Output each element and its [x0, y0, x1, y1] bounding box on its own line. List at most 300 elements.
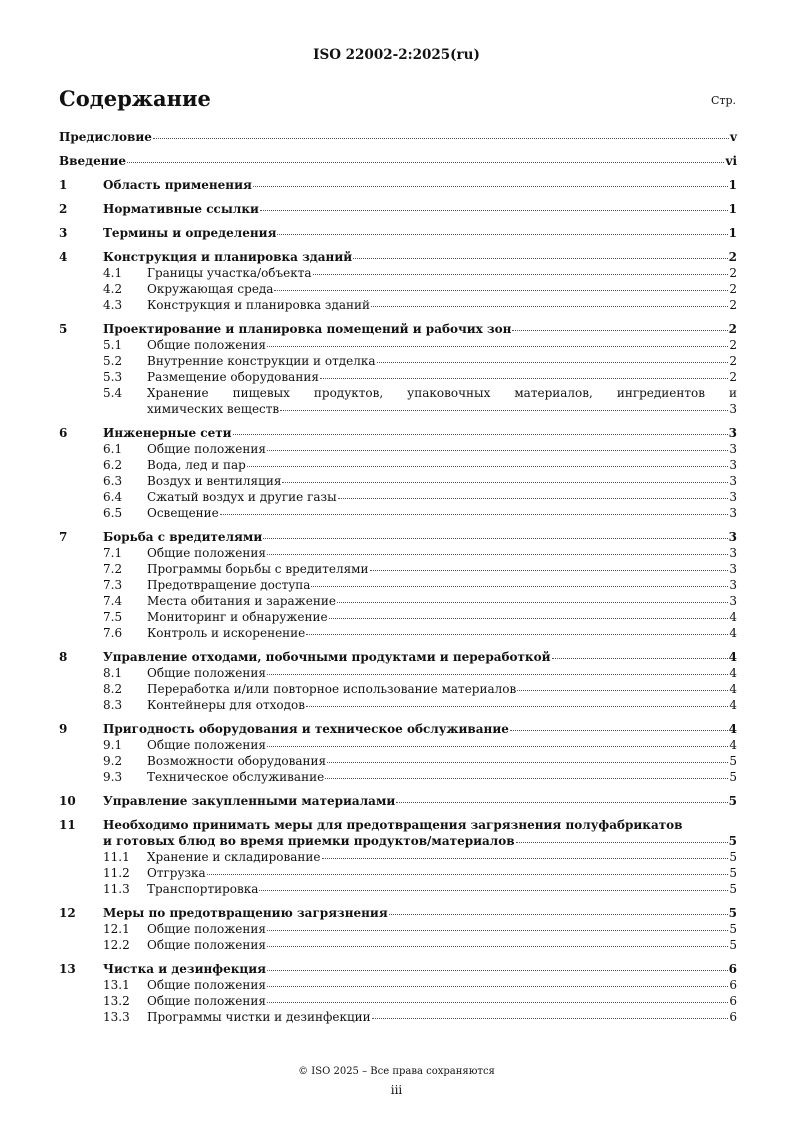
toc-dot-leader — [306, 633, 728, 635]
toc-entry-number: 7.4 — [103, 594, 123, 608]
toc-entry-body — [59, 129, 737, 145]
toc-entry-body — [147, 625, 737, 641]
toc-dot-leader — [280, 409, 728, 411]
toc-chapter-entry[interactable] — [59, 225, 737, 241]
toc-section-entry[interactable] — [59, 937, 737, 953]
toc-entry-body — [147, 281, 737, 297]
toc-dot-leader — [372, 1017, 729, 1019]
toc-entry-title: Программы чистки и дезинфекции — [147, 1010, 371, 1024]
toc-dot-leader — [277, 233, 727, 235]
toc-entry-title: Общие положения — [147, 666, 266, 680]
toc-entry-number: 7.3 — [103, 578, 123, 592]
toc-entry-number: 13.1 — [103, 978, 130, 992]
toc-entry-page: 3 — [729, 474, 737, 488]
toc-entry-page: 5 — [729, 850, 737, 864]
toc-entry-title: Чистка и дезинфекция — [103, 962, 267, 976]
toc-section-entry[interactable] — [59, 369, 737, 385]
toc-chapter-group — [0, 321, 793, 417]
toc-entry-title: Общие положения — [147, 978, 266, 992]
toc-section-entry[interactable] — [59, 457, 737, 473]
toc-dot-leader — [327, 761, 728, 763]
toc-entry-title: Техническое обслуживание — [147, 770, 325, 784]
toc-dot-leader — [220, 513, 729, 515]
toc-entry-number: 8.3 — [103, 698, 123, 712]
toc-dot-leader — [371, 305, 728, 307]
toc-entry-title: Инженерные сети — [103, 426, 232, 440]
toc-dot-leader — [267, 985, 728, 987]
toc-entry-page: 5 — [729, 754, 737, 768]
toc-entry-number: 7 — [59, 530, 68, 544]
toc-entry-page: 4 — [729, 698, 737, 712]
toc-entry-number: 5 — [59, 322, 68, 336]
toc-section-entry[interactable] — [59, 609, 737, 625]
toc-entry-title: Транспортировка — [147, 882, 259, 896]
toc-entry-title: Меры по предотвращению загрязнения — [103, 906, 388, 920]
toc-dot-leader — [320, 377, 728, 379]
toc-entry-title: Контейнеры для отходов — [147, 698, 306, 712]
toc-section-entry[interactable] — [59, 665, 737, 681]
toc-entry-number: 4 — [59, 250, 68, 264]
toc-dot-leader — [267, 553, 728, 555]
toc-entry-body — [103, 249, 737, 265]
toc-chapter-group — [0, 529, 793, 641]
toc-entry-page: 6 — [729, 1010, 737, 1024]
toc-entry-title: Общие положения — [147, 994, 266, 1008]
toc-dot-leader — [267, 1001, 728, 1003]
toc-chapter-group — [0, 225, 793, 241]
toc-entry-number: 6 — [59, 426, 68, 440]
toc-entry-page: 4 — [729, 610, 737, 624]
toc-entry-number: 4.1 — [103, 266, 123, 280]
toc-entry-number: 3 — [59, 226, 68, 240]
toc-section-entry[interactable] — [59, 977, 737, 993]
toc-chapter-group — [0, 425, 793, 521]
toc-entry-number: 6.3 — [103, 474, 123, 488]
toc-entry-page: 2 — [728, 322, 737, 336]
toc-chapter-entry[interactable] — [59, 793, 737, 809]
toc-entry-title: Мониторинг и обнаружение — [147, 610, 328, 624]
toc-chapter-entry[interactable] — [59, 529, 737, 545]
toc-entry-body — [147, 697, 737, 713]
toc-dot-leader — [153, 137, 729, 139]
toc-chapter-group — [0, 649, 793, 713]
toc-entry-body — [147, 545, 737, 561]
toc-entry-page: 5 — [728, 834, 737, 848]
toc-entry-body — [103, 177, 737, 193]
toc-entry-page: 3 — [728, 530, 737, 544]
toc-entry-title: Введение — [59, 154, 127, 168]
toc-section-entry[interactable] — [59, 681, 737, 697]
toc-entry-title: Управление закупленными материалами — [103, 794, 396, 808]
toc-entry-title: Хранение и складирование — [147, 850, 321, 864]
toc-entry-title: Общие положения — [147, 738, 266, 752]
toc-entry-number: 13.2 — [103, 994, 130, 1008]
toc-entry-body — [147, 401, 737, 417]
toc-chapter-entry[interactable] — [59, 721, 737, 737]
toc-entry-page: 3 — [729, 442, 737, 456]
toc-entry-page: 4 — [729, 626, 737, 640]
toc-section-entry[interactable] — [59, 697, 737, 713]
toc-section-entry[interactable] — [59, 473, 737, 489]
toc-dot-leader — [377, 361, 729, 363]
toc-entry-number: 5.1 — [103, 338, 123, 352]
toc-entry-title: Освещение — [147, 506, 219, 520]
toc-chapter-group — [0, 177, 793, 193]
toc-entry-page: 3 — [728, 426, 737, 440]
toc-entry-page: 5 — [729, 922, 737, 936]
toc-entry-page: v — [730, 130, 737, 144]
toc-entry-number: 12.2 — [103, 938, 130, 952]
toc-entry-title: Вода, лед и пар — [147, 458, 246, 472]
toc-entry-page: 4 — [729, 682, 737, 696]
toc-dot-leader — [260, 209, 728, 211]
toc-entry-title: Общие положения — [147, 442, 266, 456]
toc-entry-title: Границы участка/объекта — [147, 266, 312, 280]
toc-entry-body — [147, 865, 737, 881]
toc-dot-leader — [322, 857, 729, 859]
toc-chapter-entry[interactable] — [59, 425, 737, 441]
toc-section-entry[interactable] — [59, 441, 737, 457]
toc-entry-number: 13.3 — [103, 1010, 130, 1024]
toc-entry-title: Борьба с вредителями — [103, 530, 263, 544]
toc-entry-body — [147, 593, 737, 609]
toc-entry-title: Внутренние конструкции и отделка — [147, 354, 376, 368]
toc-entry-title-line1: Хранение пищевых продуктов, упаковочных материалов, ингредиентов и — [147, 386, 737, 400]
toc-section-entry[interactable] — [59, 281, 737, 297]
toc-entry-page: 3 — [729, 458, 737, 472]
toc-entry-body — [147, 265, 737, 281]
toc-entry-title: Общие положения — [147, 546, 266, 560]
toc-entry-title: Общие положения — [147, 938, 266, 952]
toc-entry-page: 1 — [728, 226, 737, 240]
toc-entry-title: Конструкция и планировка зданий — [103, 250, 353, 264]
toc-dot-leader — [247, 465, 729, 467]
toc-entry-page: 5 — [729, 938, 737, 952]
page-title: Содержание — [59, 86, 211, 111]
toc-entry-body — [103, 649, 737, 665]
toc-entry-page: 3 — [729, 402, 737, 416]
toc-entry-number: 13 — [59, 962, 76, 976]
toc-chapter-entry[interactable] — [59, 321, 737, 337]
toc-dot-leader — [389, 913, 728, 915]
toc-dot-leader — [267, 969, 728, 971]
toc-entry-page: 2 — [729, 298, 737, 312]
toc-section-entry[interactable] — [59, 849, 737, 865]
toc-section-entry[interactable] — [59, 769, 737, 785]
toc-dot-leader — [512, 329, 727, 331]
toc-front-matter-entry[interactable] — [59, 129, 737, 145]
toc-entry-number: 5.3 — [103, 370, 123, 384]
toc-entry-body — [103, 961, 737, 977]
toc-entry-page: 5 — [729, 882, 737, 896]
toc-chapter-entry[interactable] — [59, 177, 737, 193]
toc-entry-number: 6.1 — [103, 442, 123, 456]
toc-entry-body — [147, 977, 737, 993]
toc-entry-title: Управление отходами, побочными продуктами и переработкой — [103, 650, 551, 664]
toc-entry-number: 6.5 — [103, 506, 123, 520]
toc-dot-leader — [325, 777, 728, 779]
toc-entry-number: 8.2 — [103, 682, 123, 696]
toc-entry-title: Отгрузка — [147, 866, 206, 880]
toc-entry-number: 11.1 — [103, 850, 130, 864]
toc-entry-page: 6 — [728, 962, 737, 976]
toc-entry-number: 6.4 — [103, 490, 123, 504]
toc-entry-title: Предисловие — [59, 130, 152, 144]
toc-dot-leader — [337, 601, 728, 603]
toc-entry-page: 2 — [728, 250, 737, 264]
toc-chapter-group — [0, 793, 793, 809]
toc-entry-body — [147, 1009, 737, 1025]
toc-section-entry[interactable] — [59, 561, 737, 577]
document-header: ISO 22002-2:2025(ru) — [313, 47, 480, 63]
toc-entry-body — [103, 425, 737, 441]
toc-entry-page: 6 — [729, 994, 737, 1008]
copyright-notice: © ISO 2025 – Все права сохраняются — [298, 1066, 495, 1077]
toc-dot-leader — [510, 729, 728, 731]
toc-entry-number: 11 — [59, 818, 76, 832]
toc-entry-title: Термины и определения — [103, 226, 277, 240]
toc-entry-body — [147, 489, 737, 505]
toc-entry-title: Программы борьбы с вредителями — [147, 562, 369, 576]
toc-entry-body — [147, 353, 737, 369]
toc-section-entry[interactable] — [59, 489, 737, 505]
table-of-contents — [0, 129, 793, 1025]
toc-entry-title: Контроль и искоренение — [147, 626, 306, 640]
toc-entry-title: Окружающая среда — [147, 282, 274, 296]
toc-front-matter-entry[interactable] — [59, 153, 737, 169]
toc-entry-number: 8.1 — [103, 666, 123, 680]
toc-dot-leader — [552, 657, 728, 659]
toc-dot-leader — [517, 689, 728, 691]
toc-entry-number: 9.1 — [103, 738, 123, 752]
toc-entry-number: 5.4 — [103, 386, 123, 400]
toc-entry-number: 7.1 — [103, 546, 123, 560]
toc-entry-page: 6 — [729, 978, 737, 992]
toc-entry-title: Размещение оборудования — [147, 370, 319, 384]
toc-dot-leader — [267, 745, 728, 747]
toc-entry-title-line1: Необходимо принимать меры для предотвращения загрязнения полуфабрикатов — [103, 818, 683, 832]
toc-section-entry[interactable] — [59, 593, 737, 609]
toc-entry-page: 5 — [729, 866, 737, 880]
toc-entry-page: 4 — [729, 738, 737, 752]
toc-dot-leader — [370, 569, 729, 571]
toc-entry-body — [147, 457, 737, 473]
toc-chapter-group — [0, 249, 793, 313]
page-column-label: Стр. — [710, 94, 736, 107]
toc-chapter-group — [0, 201, 793, 217]
toc-section-entry[interactable] — [59, 577, 737, 593]
toc-chapter-group — [0, 817, 793, 897]
toc-entry-page: 3 — [729, 506, 737, 520]
toc-entry-body — [147, 921, 737, 937]
toc-dot-leader — [267, 449, 728, 451]
toc-dot-leader — [207, 873, 729, 875]
toc-dot-leader — [516, 841, 728, 843]
toc-dot-leader — [274, 289, 728, 291]
toc-section-entry[interactable] — [59, 1009, 737, 1025]
toc-entry-page: 2 — [729, 354, 737, 368]
toc-section-entry[interactable] — [59, 737, 737, 753]
toc-entry-body — [147, 561, 737, 577]
toc-dot-leader — [233, 433, 728, 435]
toc-entry-page: 2 — [729, 338, 737, 352]
toc-chapter-entry[interactable] — [59, 961, 737, 977]
toc-chapter-group — [0, 905, 793, 953]
toc-entry-number: 8 — [59, 650, 68, 664]
toc-entry-body — [147, 993, 737, 1009]
toc-entry-title: Сжатый воздух и другие газы — [147, 490, 337, 504]
toc-entry-body — [103, 721, 737, 737]
toc-chapter-entry[interactable] — [59, 905, 737, 921]
toc-entry-title: Область применения — [103, 178, 252, 192]
toc-entry-body — [147, 337, 737, 353]
toc-entry-body — [147, 609, 737, 625]
toc-entry-page: 3 — [729, 546, 737, 560]
toc-dot-leader — [396, 801, 727, 803]
toc-section-entry[interactable] — [59, 625, 737, 641]
toc-section-entry[interactable] — [59, 265, 737, 281]
toc-entry-body — [147, 577, 737, 593]
toc-entry-body — [147, 681, 737, 697]
toc-entry-page: 5 — [728, 906, 737, 920]
toc-entry-body — [147, 473, 737, 489]
toc-entry-page: 3 — [729, 578, 737, 592]
toc-entry-body — [103, 833, 737, 849]
toc-entry-page: 3 — [729, 562, 737, 576]
toc-entry-body — [147, 849, 737, 865]
toc-section-entry[interactable] — [59, 337, 737, 353]
toc-entry-page: 1 — [728, 178, 737, 192]
toc-entry-page: 3 — [729, 594, 737, 608]
toc-entry-page: 3 — [729, 490, 737, 504]
toc-entry-page: 5 — [729, 770, 737, 784]
toc-dot-leader — [329, 617, 729, 619]
toc-entry-body — [147, 505, 737, 521]
toc-entry-title: химических веществ — [147, 402, 280, 416]
page-number: iii — [390, 1083, 403, 1097]
toc-entry-number: 5.2 — [103, 354, 123, 368]
toc-dot-leader — [313, 273, 729, 275]
toc-entry-body — [147, 369, 737, 385]
toc-entry-number: 4.2 — [103, 282, 123, 296]
toc-entry-page: 5 — [728, 794, 737, 808]
toc-dot-leader — [338, 497, 729, 499]
toc-section-entry[interactable] — [59, 881, 737, 897]
toc-section-entry[interactable] — [59, 865, 737, 881]
toc-chapter-entry[interactable] — [59, 249, 737, 265]
toc-entry-number: 12.1 — [103, 922, 130, 936]
toc-entry-title: Конструкция и планировка зданий — [147, 298, 371, 312]
toc-entry-body — [147, 441, 737, 457]
toc-entry-title: Воздух и вентиляция — [147, 474, 282, 488]
toc-entry-number: 2 — [59, 202, 68, 216]
toc-entry-number: 12 — [59, 906, 76, 920]
toc-entry-body — [103, 793, 737, 809]
toc-entry-title: и готовых блюд во время приемки продуктов/материалов — [103, 834, 515, 848]
toc-dot-leader — [267, 673, 728, 675]
toc-entry-title: Предотвращение доступа — [147, 578, 311, 592]
toc-entry-title: Общие положения — [147, 338, 266, 352]
toc-entry-body — [147, 737, 737, 753]
toc-entry-title: Нормативные ссылки — [103, 202, 259, 216]
toc-dot-leader — [306, 705, 728, 707]
toc-dot-leader — [263, 537, 727, 539]
toc-entry-title: Места обитания и заражение — [147, 594, 336, 608]
toc-entry-page: 2 — [729, 266, 737, 280]
toc-dot-leader — [267, 945, 728, 947]
toc-entry-body — [147, 881, 737, 897]
toc-dot-leader — [253, 185, 728, 187]
toc-chapter-entry[interactable] — [59, 817, 737, 849]
toc-dot-leader — [353, 257, 728, 259]
toc-entry-page: vi — [725, 154, 737, 168]
toc-entry-page: 4 — [728, 722, 737, 736]
toc-dot-leader — [311, 585, 728, 587]
toc-entry-body — [147, 937, 737, 953]
toc-section-entry[interactable] — [59, 993, 737, 1009]
toc-entry-body — [103, 529, 737, 545]
toc-entry-number: 9 — [59, 722, 68, 736]
toc-entry-body — [147, 665, 737, 681]
toc-entry-body — [103, 225, 737, 241]
toc-entry-number: 4.3 — [103, 298, 123, 312]
toc-entry-body — [103, 201, 737, 217]
toc-entry-page: 4 — [728, 650, 737, 664]
toc-entry-title: Проектирование и планировка помещений и рабочих зон — [103, 322, 512, 336]
toc-entry-number: 11.2 — [103, 866, 130, 880]
toc-entry-number: 7.2 — [103, 562, 123, 576]
toc-entry-body — [103, 321, 737, 337]
toc-dot-leader — [267, 345, 728, 347]
toc-section-entry[interactable] — [59, 753, 737, 769]
toc-entry-title: Возможности оборудования — [147, 754, 327, 768]
toc-section-entry[interactable] — [59, 297, 737, 313]
toc-entry-page: 4 — [729, 666, 737, 680]
toc-section-entry[interactable] — [59, 353, 737, 369]
toc-entry-number: 11.3 — [103, 882, 130, 896]
toc-entry-number: 7.5 — [103, 610, 123, 624]
toc-dot-leader — [127, 161, 724, 163]
toc-entry-number: 6.2 — [103, 458, 123, 472]
toc-entry-page: 2 — [729, 282, 737, 296]
toc-entry-body — [103, 905, 737, 921]
toc-entry-title: Переработка и/или повторное использование материалов — [147, 682, 517, 696]
toc-dot-leader — [282, 481, 728, 483]
toc-chapter-entry[interactable] — [59, 201, 737, 217]
toc-chapter-entry[interactable] — [59, 649, 737, 665]
toc-section-entry[interactable] — [59, 545, 737, 561]
toc-entry-body — [147, 297, 737, 313]
toc-entry-number: 1 — [59, 178, 68, 192]
toc-entry-body — [147, 769, 737, 785]
toc-chapter-group — [0, 961, 793, 1025]
toc-entry-number: 9.3 — [103, 770, 123, 784]
toc-dot-leader — [259, 889, 728, 891]
toc-entry-body — [147, 753, 737, 769]
toc-section-entry[interactable] — [59, 505, 737, 521]
toc-entry-title: Пригодность оборудования и техническое обслуживание — [103, 722, 509, 736]
toc-entry-number: 7.6 — [103, 626, 123, 640]
toc-entry-page: 1 — [728, 202, 737, 216]
toc-entry-title: Общие положения — [147, 922, 266, 936]
toc-section-entry[interactable] — [59, 921, 737, 937]
toc-entry-page: 2 — [729, 370, 737, 384]
toc-entry-number: 9.2 — [103, 754, 123, 768]
toc-section-entry[interactable] — [59, 385, 737, 417]
toc-entry-number: 10 — [59, 794, 76, 808]
toc-dot-leader — [267, 929, 728, 931]
toc-chapter-group — [0, 721, 793, 785]
